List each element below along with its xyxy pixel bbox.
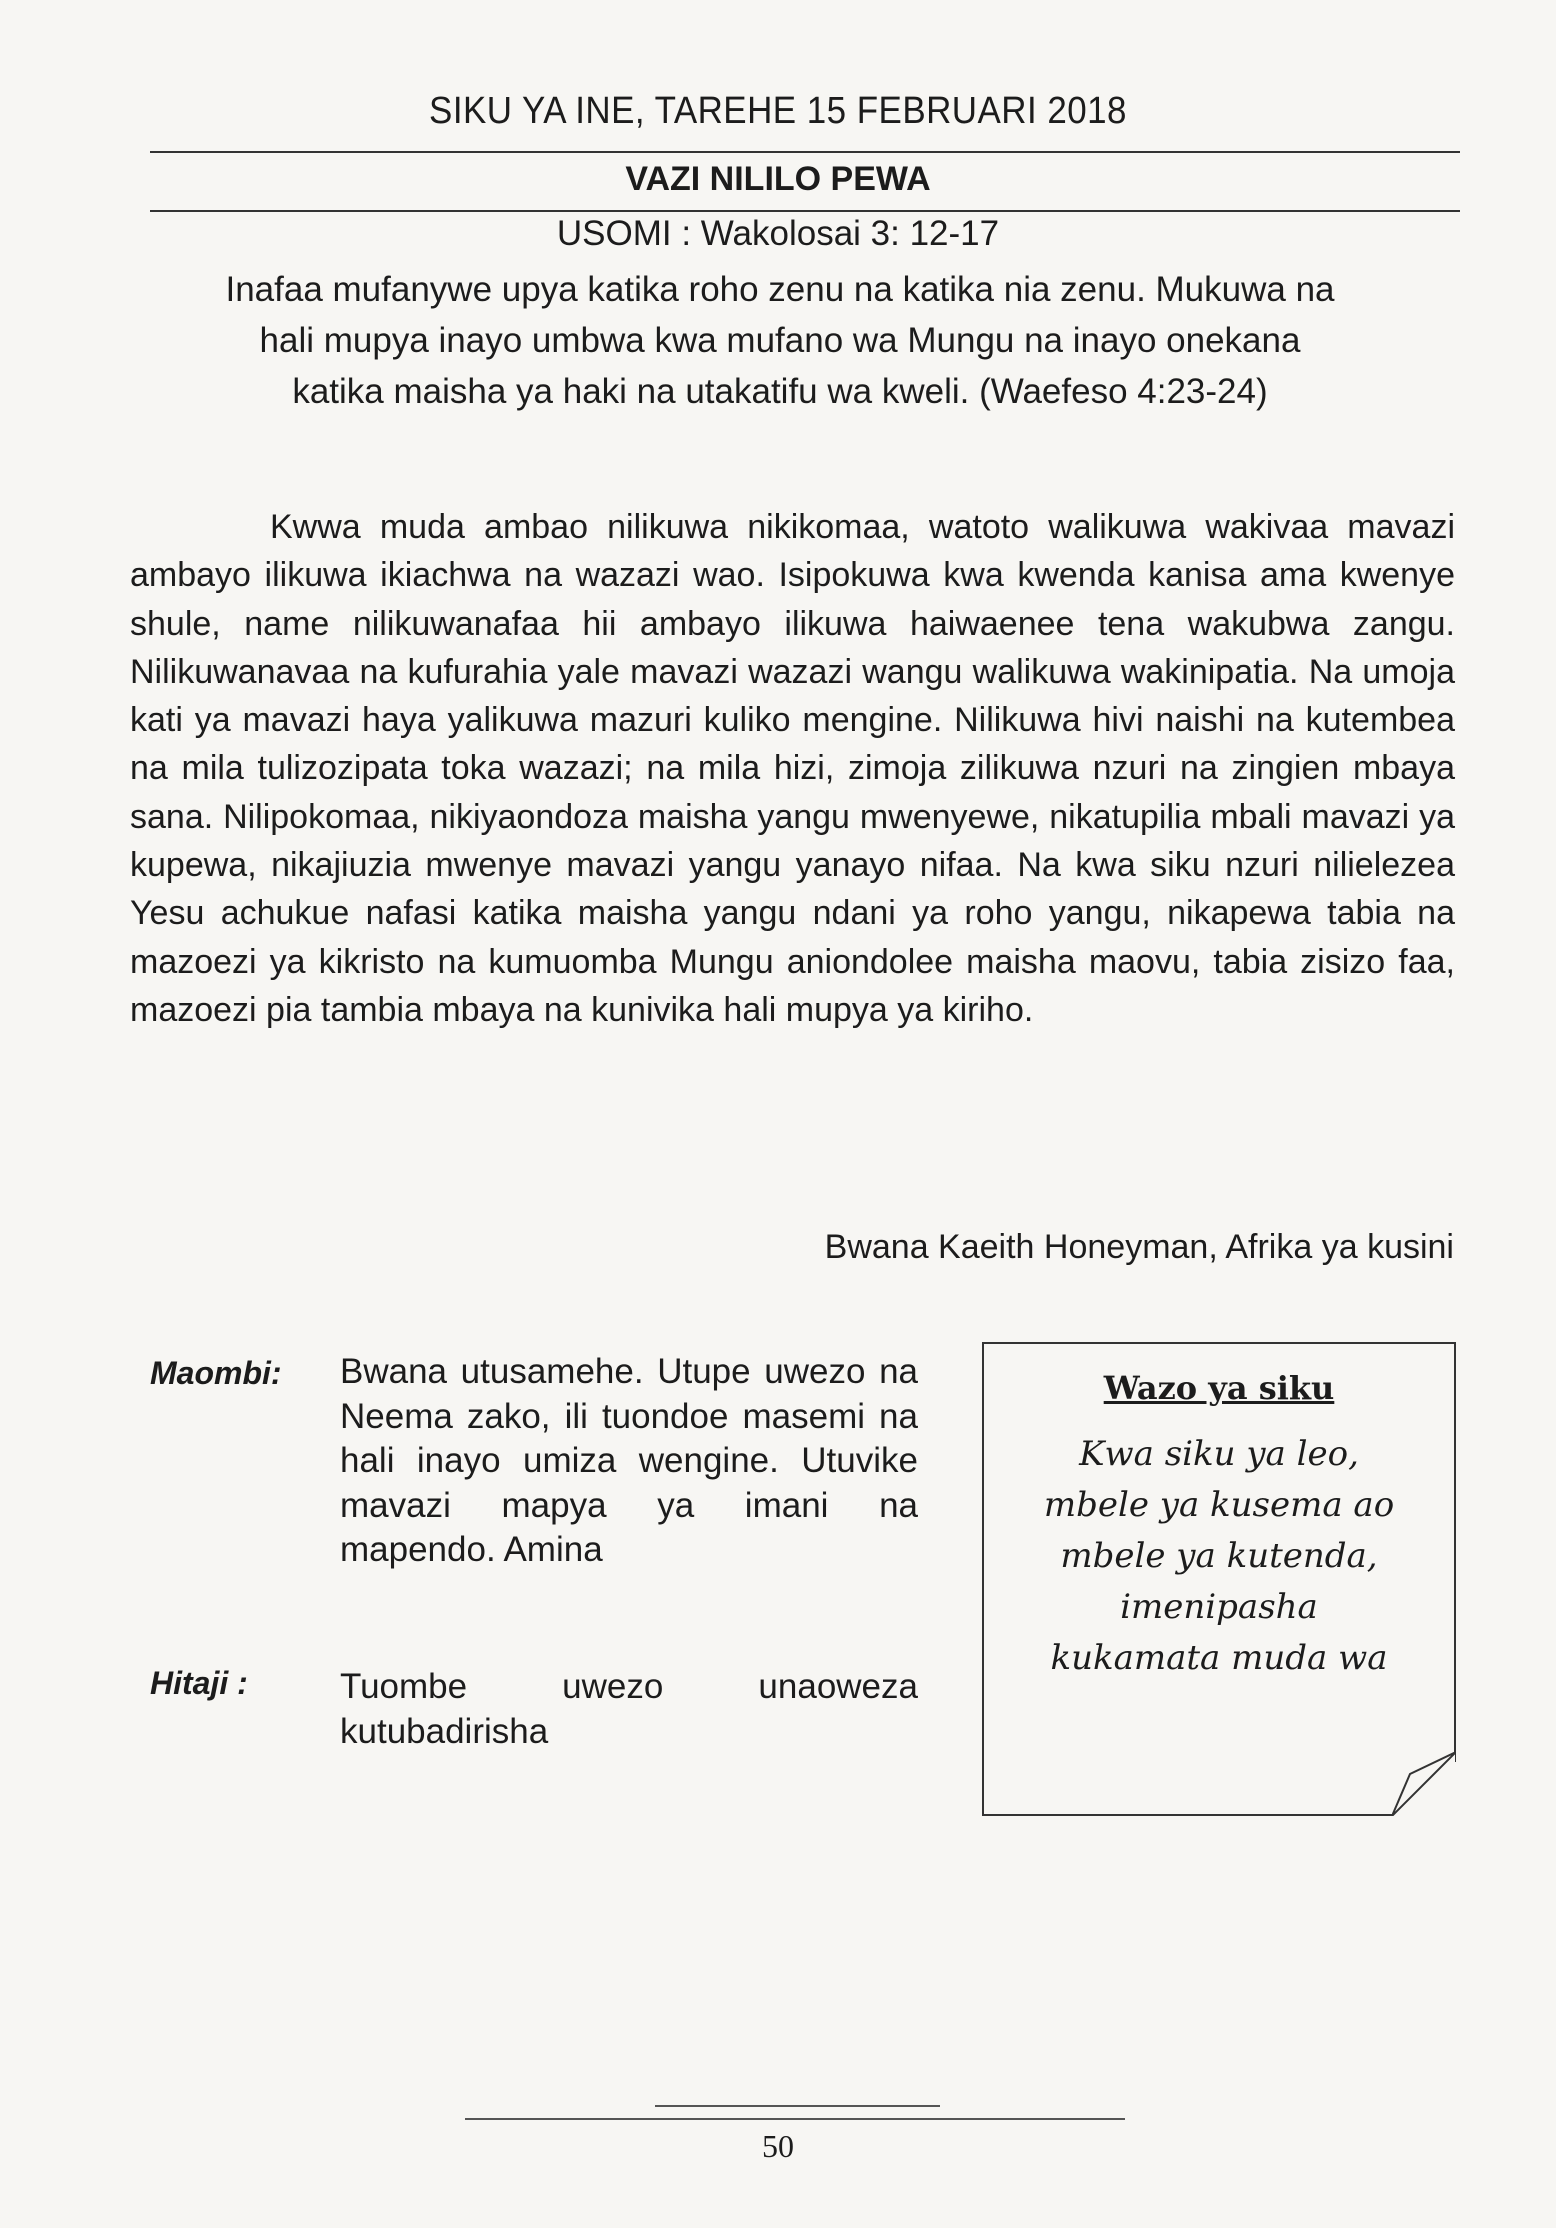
prayer-label: Maombi: bbox=[150, 1355, 282, 1391]
thought-line: mbele ya kutenda, bbox=[1060, 1536, 1378, 1576]
need-label: Hitaji : bbox=[150, 1665, 248, 1701]
key-verse bbox=[180, 264, 1380, 417]
page-curl-icon bbox=[1392, 1752, 1456, 1816]
thought-line: kukamata muda wa bbox=[1050, 1638, 1388, 1678]
thought-line: mbele ya kusema ao bbox=[1043, 1485, 1395, 1525]
thought-text bbox=[1004, 1429, 1434, 1684]
scripture-reading: USOMI : Wakolosai 3: 12-17 bbox=[556, 214, 1000, 253]
footer-divider-short bbox=[655, 2105, 940, 2107]
chapter-title: VAZI NILILO PEWA bbox=[625, 160, 931, 198]
author-attribution: Bwana Kaeith Honeyman, Afrika ya kusini bbox=[824, 1228, 1454, 1266]
thought-line: imenipasha bbox=[1120, 1587, 1318, 1627]
prayer-text: Bwana utusamehe. Utupe uwezo na Neema zako, ili tuondoe masemi na hali inayo umiza wengine. Utuvike mavazi mapya ya imani na mapendo. Amina bbox=[340, 1352, 918, 1569]
thought-line: Kwa siku ya leo, bbox=[1079, 1434, 1359, 1474]
thought-of-the-day-box bbox=[982, 1342, 1456, 1816]
verse-line: Inafaa mufanywe upya katika roho zenu na katika nia zenu. Mukuwa na bbox=[225, 270, 1335, 309]
page-header-title: SIKU YA INE, TAREHE 15 FEBRUARI 2018 bbox=[429, 90, 1127, 132]
verse-line: hali mupya inayo umbwa kwa mufano wa Mungu na inayo onekana bbox=[259, 321, 1301, 360]
footer-divider-long bbox=[465, 2118, 1125, 2120]
page-number: 50 bbox=[762, 2128, 794, 2164]
devotional-body: Kwwa muda ambao nilikuwa nikikomaa, watoto walikuwa wakivaa mavazi ambayo ilikuwa ikiachwa na wazazi wao. Isipokuwa kwa kwenda kanisa ama kwenye shule, name nilikuwanafaa hii ambayo ilikuwa haiwaenee tena wakubwa zangu. Nilikuwanavaa na kufurahia yale mavazi wazazi wangu walikuwa wakinipatia. Na umoja kati ya mavazi haya yalikuwa mazuri kuliko mengine. Nilikuwa hivi naishi na kutembea na mila tulizozipata toka wazazi; na mila hizi, zimoja zilikuwa nzuri na zingien mbaya sana. Nilipokomaa, nikiyaondoza maisha yangu mwenyewe, nikatupilia mbali mavazi ya kupewa, nikajiuzia mwenye mavazi yangu yanayo nifaa. Na kwa siku nzuri nilielezea Yesu achukue nafasi katika maisha yangu ndani ya roho yangu, nikapewa tabia na mazoezi ya kikristo na kumuomba Mungu aniondolee maisha maovu, tabia zisizo faa, mazoezi pia tambia mbaya na kunivika hali mupya ya kiriho. bbox=[130, 508, 1455, 1029]
header-divider-top bbox=[150, 151, 1460, 153]
thought-title: Wazo ya siku bbox=[1103, 1369, 1335, 1407]
verse-line: katika maisha ya haki na utakatifu wa kweli. (Waefeso 4:23-24) bbox=[292, 372, 1268, 411]
header-divider-bottom bbox=[150, 210, 1460, 212]
need-text: Tuombe uwezo unaoweza kutubadirisha bbox=[340, 1667, 918, 1751]
